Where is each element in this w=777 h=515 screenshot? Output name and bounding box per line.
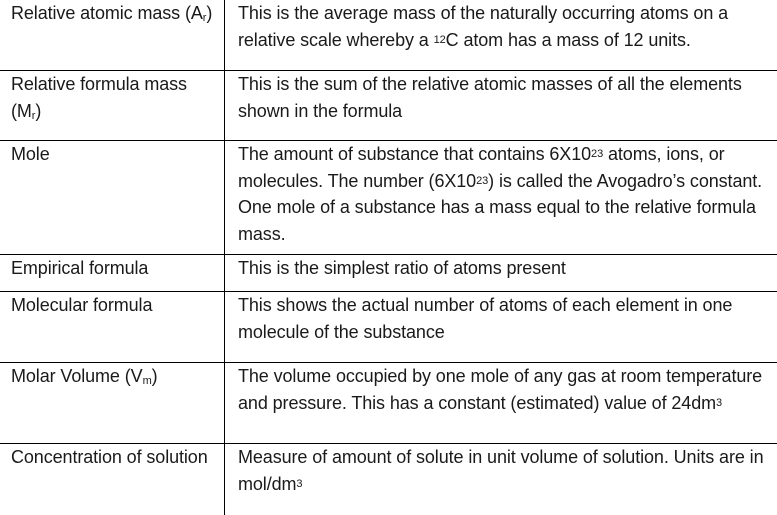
table-row bbox=[0, 363, 777, 444]
term-cell: Relative formula mass $(M_r)$ bbox=[11, 74, 187, 122]
definition-cell: This is the sum of the relative atomic masses of all the elements shown in the formula bbox=[238, 74, 742, 121]
table-row bbox=[0, 255, 777, 292]
definition-cell: This shows the actual number of atoms of each element in one molecule of the substance bbox=[238, 295, 733, 342]
table-row bbox=[0, 0, 777, 71]
term-cell: Concentration of solution bbox=[11, 447, 208, 467]
table-row bbox=[0, 444, 777, 515]
definition-cell: This is the average mass of the naturally occurring atoms on a relative scale whereby a $^{12}$C atom has a mass of 12 units. bbox=[238, 3, 729, 50]
definition-cell: This is the simplest ratio of atoms present bbox=[238, 258, 566, 278]
term-cell: Molar Volume $(V_m)$ bbox=[11, 366, 158, 387]
column-divider bbox=[224, 0, 225, 515]
table-row bbox=[0, 71, 777, 141]
table-row bbox=[0, 292, 777, 363]
term-cell: Mole bbox=[11, 144, 50, 164]
definition-cell: The amount of substance that contains $6X10^{23}$ atoms, ions, or molecules. The number $(6X10^{23})$ is called the Avogadro’s constant. One mole of a substance has a mass equal to the relative formula mass. bbox=[238, 144, 763, 244]
term-cell: Relative atomic mass $(A_r)$ bbox=[11, 3, 213, 24]
term-cell: Empirical formula bbox=[11, 258, 149, 278]
definition-cell: The volume occupied by one mole of any gas at room temperature and pressure. This has a constant (estimated) value of $24dm^3$ bbox=[238, 366, 763, 413]
definition-cell: Measure of amount of solute in unit volume of solution. Units are in mol/$dm^3$ bbox=[238, 447, 764, 494]
table-row bbox=[0, 141, 777, 255]
term-cell: Molecular formula bbox=[11, 295, 153, 315]
